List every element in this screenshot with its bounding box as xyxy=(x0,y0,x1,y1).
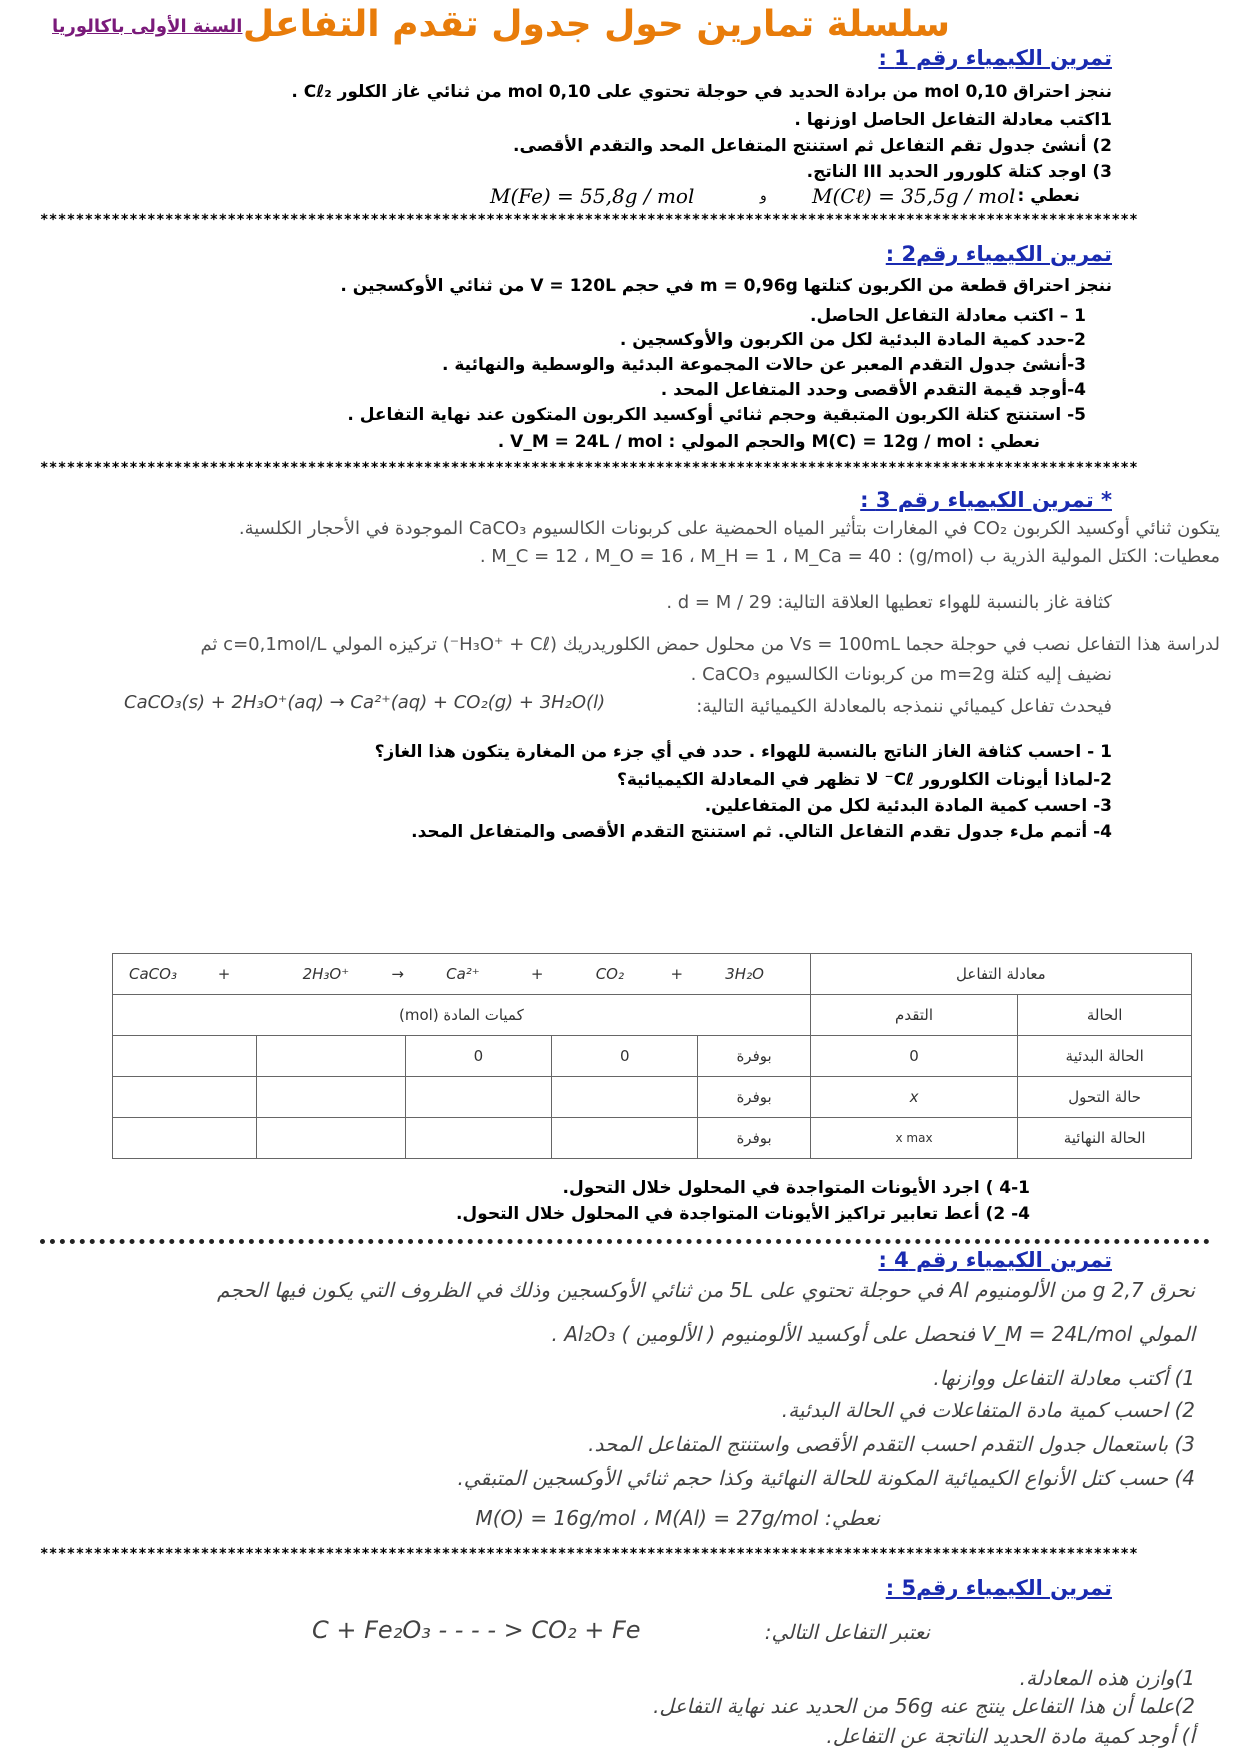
exercise-4-paragraph-1: نحرق 2,7 g من الألومنيوم Al في حوجلة تحتوي على 5L من ثنائي الأوكسجين وذلك في الظروف التي يكون فيها الحجم xyxy=(217,1278,1195,1302)
exercise-3-q3: 3- احسب كمية المادة البدئية لكل من المتفاعلين. xyxy=(704,796,1112,816)
cell-ca xyxy=(405,1077,551,1118)
exercise-3-paragraph-1: يتكون ثنائي أوكسيد الكربون CO₂ في المغارات بتأثير المياه الحمضية على كربونات الكالسيوم CaCO₃ الموجودة في الأحجار الكلسية. xyxy=(238,518,1220,539)
eq-term-caco3: CaCO₃ xyxy=(129,965,177,983)
table-row xyxy=(113,1036,1192,1077)
exercise-1-q3: 3) اوجد كتلة كلورور الحديد III الناتج. xyxy=(806,162,1112,182)
exercise-4-q4: 4) حسب كتل الأنواع الكيميائية المكونة للحالة النهائية وكذا حجم ثنائي الأوكسجين المتبقي. xyxy=(457,1466,1195,1490)
exercise-2-q4: 4-أوجد قيمة التقدم الأقصى وحدد المتفاعل المحد . xyxy=(660,380,1086,400)
cell-caco3 xyxy=(113,1077,257,1118)
eq-term-plus: + xyxy=(530,965,544,983)
exercise-1-given-cl: M(Cℓ) = 35,5g / mol xyxy=(812,184,1016,208)
eq-term-water: 3H₂O xyxy=(725,965,764,983)
cell-state: الحالة النهائية xyxy=(1018,1118,1192,1159)
exercise-3-q4-2: 4- 2) أعط تعابير تراكيز الأيونات المتواجدة في المحلول خلال التحول. xyxy=(455,1204,1030,1224)
exercise-4-q2: 2) احسب كمية مادة المتفاعلات في الحالة البدئية. xyxy=(781,1398,1195,1422)
cell-h3o xyxy=(257,1077,406,1118)
exercise-2-given: نعطي : M(C) = 12g / mol والحجم المولي : V_M = 24L / mol . xyxy=(497,432,1040,452)
eq-term-plus: + xyxy=(217,965,231,983)
exercise-1-intro: ننجز احتراق 0,10 mol من برادة الحديد في حوجلة تحتوي على 0,10 mol من ثنائي غاز الكلور Cℓ₂ . xyxy=(291,82,1112,102)
exercise-3-heading: * تمرين الكيمياء رقم 3 : xyxy=(860,488,1112,512)
table-row xyxy=(113,1118,1192,1159)
exercise-3-q4: 4- أتمم ملء جدول تقدم التفاعل التالي. ثم استنتج التقدم الأقصى والمتفاعل المحد. xyxy=(411,822,1112,842)
exercise-3-paragraph-5: نضيف إليه كتلة m=2g من كربونات الكالسيوم CaCO₃ . xyxy=(690,664,1112,685)
eq-term-plus: + xyxy=(670,965,684,983)
cell-water: بوفرة xyxy=(698,1036,810,1077)
exercise-3-paragraph-6: فيحدث تفاعل كيميائي ننمذجه بالمعادلة الكيميائية التالية: xyxy=(696,696,1112,717)
eq-term-h3o: 2H₃O⁺ xyxy=(302,965,350,983)
separator-2: *************************************************************************************************************************** xyxy=(40,460,1139,476)
cell-h3o xyxy=(257,1036,406,1077)
table-equation-cell xyxy=(113,954,811,995)
exercise-4-heading: تمرين الكيمياء رقم 4 : xyxy=(878,1248,1112,1272)
separator-1: *************************************************************************************************************************** xyxy=(40,212,1139,228)
exercise-2-q2: 2-حدد كمية المادة البدئية لكل من الكربون والأوكسجين . xyxy=(619,330,1086,350)
cell-h3o xyxy=(257,1118,406,1159)
exercise-3-q2: 2-لماذا أيونات الكلورور Cℓ⁻ لا تظهر في المعادلة الكيميائية؟ xyxy=(617,770,1112,790)
table-amounts-label: كميات المادة (mol) xyxy=(113,995,811,1036)
separator-3: *************************************************************************************************************************** xyxy=(40,1546,1139,1562)
exercise-5-q2: 2)علما أن هذا التفاعل ينتج عنه 56g من الحديد عند نهاية التفاعل. xyxy=(653,1694,1195,1718)
cell-ca xyxy=(405,1118,551,1159)
exercise-2-q3: 3-أنشئ جدول التقدم المعبر عن حالات المجموعة البدئية والوسطية والنهائية . xyxy=(441,355,1086,375)
exercise-2-q5: 5- استنتج كتلة الكربون المتبقية وحجم ثنائي أوكسيد الكربون المتكون عند نهاية التفاعل . xyxy=(347,405,1086,425)
exercise-3-equation: CaCO₃(s) + 2H₃O⁺(aq) → Ca²⁺(aq) + CO₂(g) + 3H₂O(l) xyxy=(124,692,606,713)
exercise-3-q1: 1 - احسب كثافة الغاز الناتج بالنسبة للهواء . حدد في أي جزء من المغارة يتكون هذا الغاز؟ xyxy=(374,742,1112,762)
cell-co2 xyxy=(552,1118,698,1159)
cell-progress: 0 xyxy=(810,1036,1018,1077)
school-level: السنة الأولى باكالوريا xyxy=(52,16,243,37)
table-progress-label: التقدم xyxy=(810,995,1018,1036)
cell-water: بوفرة xyxy=(698,1077,810,1118)
cell-progress: x xyxy=(810,1077,1018,1118)
exercise-3-paragraph-4: لدراسة هذا التفاعل نصب في حوجلة حجما Vs = 100mL من محلول حمض الكلوريدريك (H₃O⁺ + Cℓ⁻) تركيزه المولي c=0,1mol/L ثم xyxy=(200,634,1220,655)
eq-term-co2: CO₂ xyxy=(595,965,624,983)
exercise-2-q1: 1 – اكتب معادلة التفاعل الحاصل. xyxy=(810,306,1086,326)
exercise-4-q3: 3) باستعمال جدول التقدم احسب التقدم الأقصى واستنتج المتفاعل المحد. xyxy=(588,1432,1195,1456)
cell-co2 xyxy=(552,1077,698,1118)
exercise-2-intro: ننجز احتراق قطعة من الكربون كتلتها m = 0,96g في حجم V = 120L من ثنائي الأوكسجين . xyxy=(340,276,1112,296)
exercise-5-qa: أ) أوجد كمية مادة الحديد الناتجة عن التفاعل. xyxy=(826,1724,1195,1748)
cell-ca: 0 xyxy=(405,1036,551,1077)
table-header-row xyxy=(113,995,1192,1036)
table-state-label: الحالة xyxy=(1018,995,1192,1036)
exercise-1-q1: 1اكتب معادلة التفاعل الحاصل اوزنها . xyxy=(794,110,1112,130)
cell-co2: 0 xyxy=(552,1036,698,1077)
exercise-2-heading: تمرين الكيمياء رقم2 : xyxy=(885,242,1112,266)
exercise-3-paragraph-2: معطيات: الكتل المولية الذرية ب (g/mol) : M_C = 12 ، M_O = 16 ، M_H = 1 ، M_Ca = 40 . xyxy=(479,546,1220,567)
exercise-5-q1: 1)وازن هذه المعادلة. xyxy=(1019,1666,1195,1690)
dotted-divider xyxy=(40,1239,1210,1244)
exercise-5-heading: تمرين الكيمياء رقم5 : xyxy=(885,1576,1112,1600)
cell-progress: x max xyxy=(810,1118,1018,1159)
table-equation-row xyxy=(113,954,1192,995)
cell-state: الحالة البدئية xyxy=(1018,1036,1192,1077)
progress-table xyxy=(112,953,1192,1159)
exercise-1-and: و xyxy=(760,188,767,204)
cell-caco3 xyxy=(113,1118,257,1159)
exercise-1-heading: تمرين الكيمياء رقم 1 : xyxy=(878,46,1112,70)
exercise-1-given-fe: M(Fe) = 55,8g / mol xyxy=(490,184,695,208)
exercise-3-paragraph-3: كثافة غاز بالنسبة للهواء تعطيها العلاقة التالية: d = M / 29 . xyxy=(666,592,1112,613)
exercise-5-equation: C + Fe₂O₃ - - - - > CO₂ + Fe xyxy=(312,1616,641,1644)
table-row xyxy=(113,1077,1192,1118)
exercise-1-q2: 2) أنشئ جدول تقم التفاعل ثم استنتج المتفاعل المحد والتقدم الأقصى. xyxy=(513,136,1112,156)
exercise-4-q1: 1) أكتب معادلة التفاعل ووازنها. xyxy=(933,1366,1195,1390)
exercise-1-given-label: نعطي : xyxy=(1017,186,1080,206)
eq-term-arrow: → xyxy=(391,965,404,983)
cell-water: بوفرة xyxy=(698,1118,810,1159)
eq-term-ca: Ca²⁺ xyxy=(446,965,480,983)
cell-caco3 xyxy=(113,1036,257,1077)
page-title: سلسلة تمارين حول جدول تقدم التفاعل xyxy=(242,4,950,45)
table-eq-label: معادلة التفاعل xyxy=(810,954,1191,995)
exercise-4-paragraph-2: المولي V_M = 24L/mol فنحصل على أوكسيد الألومنيوم ( الألومين ) Al₂O₃ . xyxy=(551,1322,1195,1346)
cell-state: حالة التحول xyxy=(1018,1077,1192,1118)
exercise-4-given: نعطي: M(O) = 16g/mol ، M(Al) = 27g/mol xyxy=(475,1506,880,1530)
exercise-3-q4-1: 4-1 ) اجرد الأيونات المتواجدة في المحلول خلال التحول. xyxy=(562,1178,1030,1198)
exercise-5-intro: نعتبر التفاعل التالي: xyxy=(764,1620,930,1644)
